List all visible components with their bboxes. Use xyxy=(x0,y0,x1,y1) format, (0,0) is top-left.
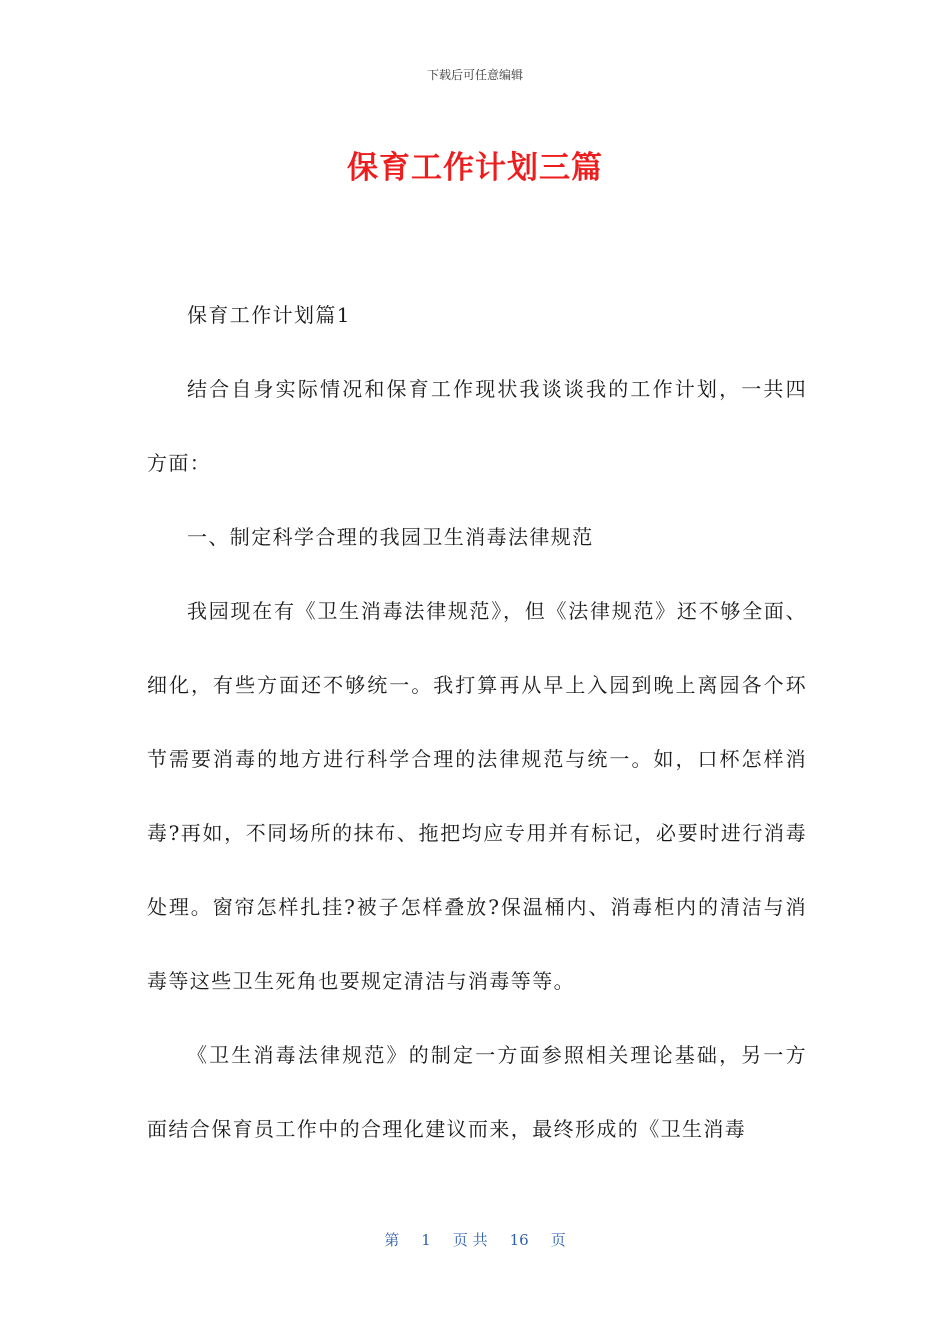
page-footer xyxy=(0,1229,950,1250)
document-body xyxy=(147,278,807,1166)
paragraph-body: 《卫生消毒法律规范》的制定一方面参照相关理论基础，另一方面结合保育员工作中的合理化建议而来，最终形成的《卫生消毒 xyxy=(147,1043,807,1141)
page-prefix: 第 xyxy=(384,1231,400,1249)
page-suffix: 页 xyxy=(550,1231,566,1249)
page-mid: 页 共 xyxy=(452,1231,488,1249)
paragraph-intro: 结合自身实际情况和保育工作现状我谈谈我的工作计划，一共四方面： xyxy=(147,377,807,475)
paragraph-section-heading: 保育工作计划篇1 xyxy=(187,303,351,327)
paragraph-item-heading: 一、制定科学合理的我园卫生消毒法律规范 xyxy=(187,525,594,549)
total-pages: 16 xyxy=(509,1231,529,1249)
header-note: 下载后可任意编辑 xyxy=(426,68,523,82)
document-title: 保育工作计划三篇 xyxy=(347,150,603,186)
paragraph-body: 我园现在有《卫生消毒法律规范》，但《法律规范》还不够全面、细化，有些方面还不够统一。我打算再从早上入园到晚上离园各个环节需要消毒的地方进行科学合理的法律规范与统一。如，口杯怎样消毒?再如，不同场所的抹布、拖把均应专用并有标记，必要时进行消毒处理。窗帘怎样扎挂?被子怎样叠放?保温桶内、消毒柜内的清洁与消毒等这些卫生死角也要规定清洁与消毒等等。 xyxy=(147,599,807,993)
page-number: 1 xyxy=(421,1231,431,1249)
